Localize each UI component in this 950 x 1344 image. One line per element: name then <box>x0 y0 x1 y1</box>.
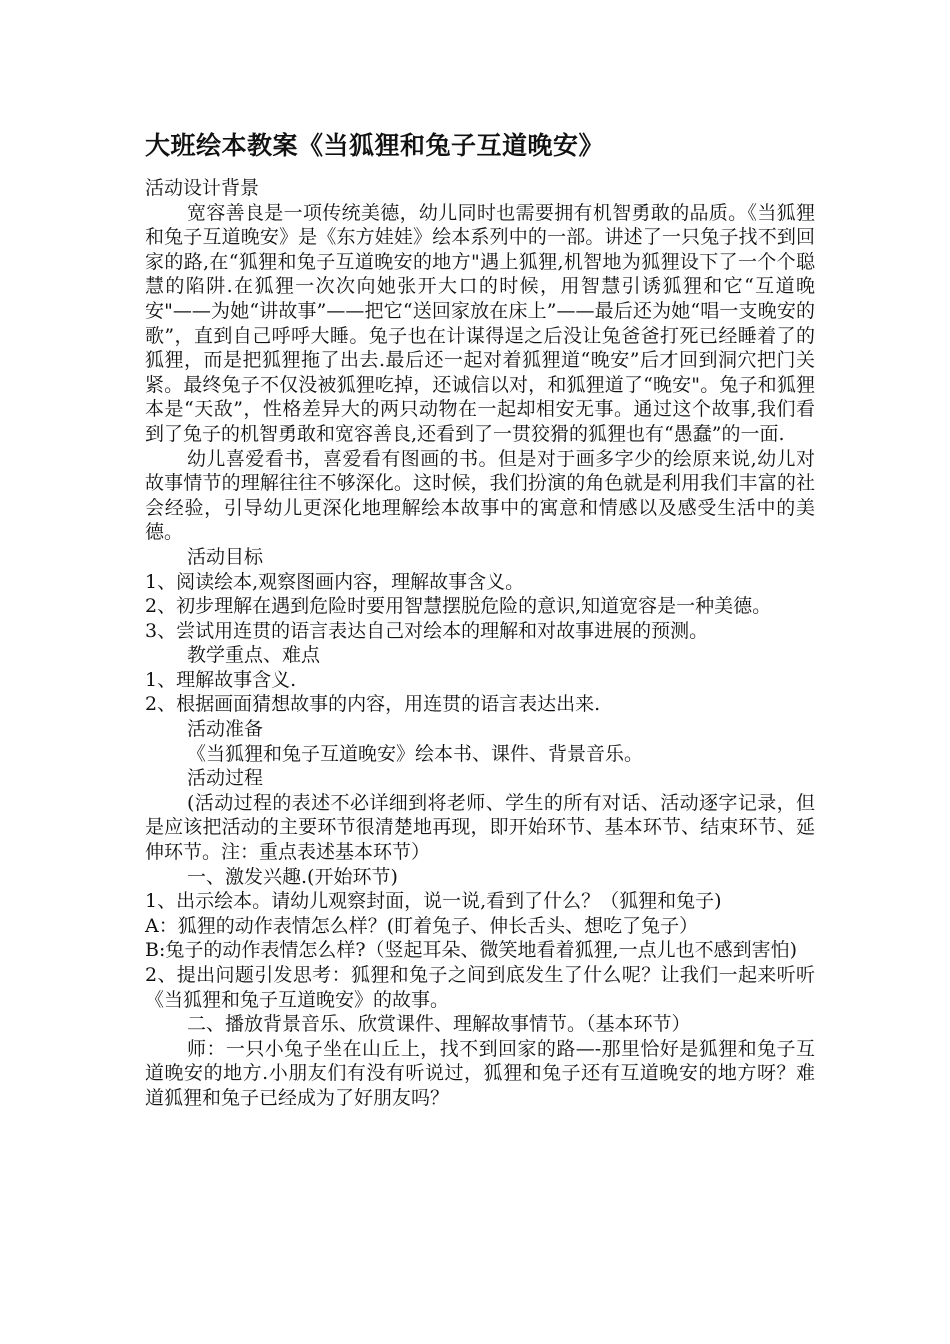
key-points-heading: 教学重点、难点 <box>187 644 321 667</box>
step-2-teacher-text: 师：一只小兔子坐在山丘上，找不到回家的路—-那里恰好是狐狸和兔子互道晚安的地方.小朋友们有没有听说过，狐狸和兔子还有互道晚安的地方呀？难道狐狸和兔子已经成为了好朋友吗？ <box>145 1037 815 1109</box>
step-1-item: 2、提出问题引发思考：狐狸和兔子之间到底发生了什么呢？让我们一起来听听《当狐狸和兔子互道晚安》的故事。 <box>145 964 815 1011</box>
process-note: (活动过程的表述不必详细到将老师、学生的所有对话、活动逐字记录，但是应该把活动的主要环节很清楚地再现，即开始环节、基本环节、结束环节、延伸环节。注：重点表述基本环节） <box>145 791 815 864</box>
step-2-heading: 二、播放背景音乐、欣赏课件、理解故事情节。（基本环节） <box>187 1013 691 1036</box>
process-heading: 活动过程 <box>187 767 264 790</box>
background-heading: 活动设计背景 <box>145 177 260 199</box>
document-title: 大班绘本教案《当狐狸和兔子互道晚安》 <box>145 131 605 160</box>
step-1-item: A：狐狸的动作表情怎么样？(盯着兔子、伸长舌头、想吃了兔子） <box>145 914 699 937</box>
step-1-item: 1、出示绘本。请幼儿观察封面，说一说,看到了什么？（狐狸和兔子) <box>145 890 722 913</box>
document-body <box>145 130 815 1111</box>
step-1-item: B:兔子的动作表情怎么样?（竖起耳朵、微笑地看着狐狸,一点儿也不感到害怕) <box>145 939 798 962</box>
preparation-heading: 活动准备 <box>187 718 264 741</box>
step-1-heading: 一、激发兴趣.(开始环节) <box>187 865 398 888</box>
key-point-item: 1、理解故事含义. <box>145 668 297 691</box>
background-paragraph-2: 幼儿喜爱看书，喜爱看有图画的书。但是对于画多字少的绘原来说,幼儿对故事情节的理解往往不够深化。这时候，我们扮演的角色就是利用我们丰富的社会经验，引导幼儿更深化地理解绘本故事中的寓意和情感以及感受生活中的美德。 <box>145 447 815 544</box>
goal-item: 2、初步理解在遇到危险时要用智慧摆脱危险的意识,知道宽容是一种美德。 <box>145 595 772 618</box>
background-paragraph-1: 宽容善良是一项传统美德，幼儿同时也需要拥有机智勇敢的品质。《当狐狸和兔子互道晚安》是《东方娃娃》绘本系列中的一部。讲述了一只兔子找不到回家的路,在“狐狸和兔子互道晚安的地方"遇上狐狸,机智地为狐狸设下了一个个聪慧的陷阱.在狐狸一次次向她张开大口的时候，用智慧引诱狐狸和它“互道晚安"——为她“讲故事”——把它“送回家放在床上”——最后还为她“唱一支晚安的歌”，直到自己呼呼大睡。兔子也在计谋得逞之后没让兔爸爸打死已经睡着了的狐狸，而是把狐狸拖了出去.最后还一起对着狐狸道“晚安”后才回到洞穴把门关紧。最终兔子不仅没被狐狸吃掉，还诚信以对，和狐狸道了“晚安"。兔子和狐狸本是“天敌”，性格差异大的两只动物在一起却相安无事。通过这个故事,我们看到了兔子的机智勇敢和宽容善良,还看到了一贯狡猾的狐狸也有“愚蠢”的一面. <box>145 201 815 445</box>
goal-item: 3、尝试用连贯的语言表达自己对绘本的理解和对故事进展的预测。 <box>145 619 709 642</box>
preparation-text: 《当狐狸和兔子互道晚安》绘本书、课件、背景音乐。 <box>187 742 644 765</box>
goals-heading: 活动目标 <box>187 545 264 568</box>
goal-item: 1、阅读绘本,观察图画内容，理解故事含义。 <box>145 570 525 593</box>
key-point-item: 2、根据画面猜想故事的内容，用连贯的语言表达出来. <box>145 693 601 716</box>
